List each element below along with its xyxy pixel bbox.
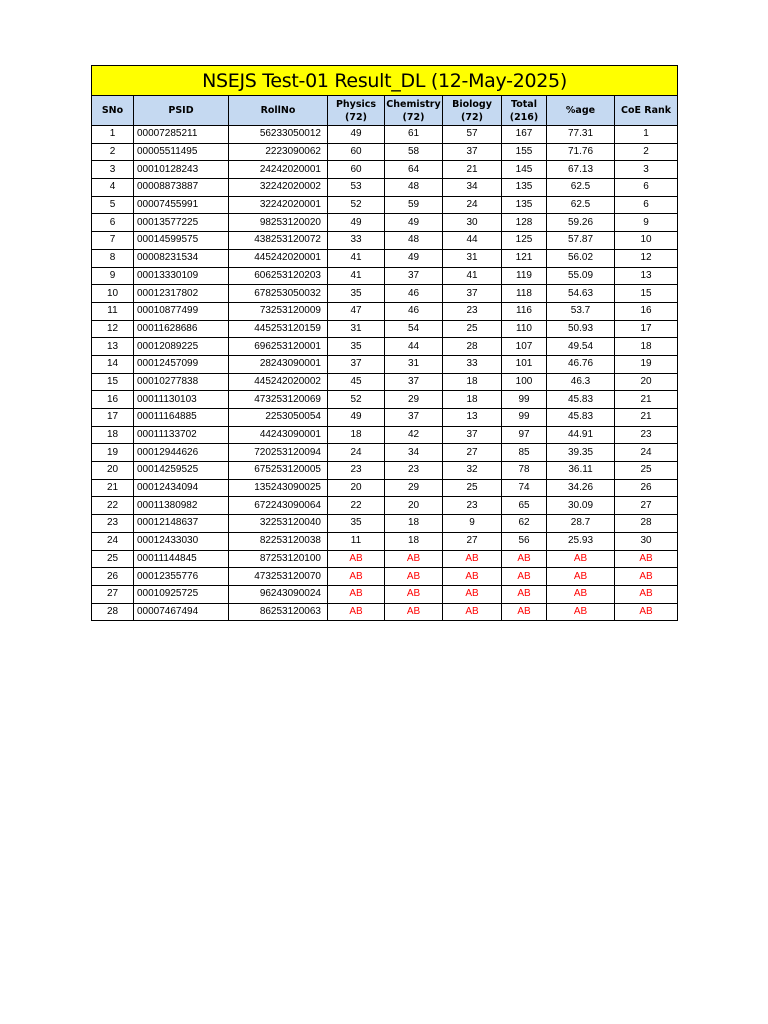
sno-cell: 10 (92, 285, 134, 303)
rollno-cell: 473253120070 (229, 568, 328, 586)
rollno-cell: 678253050032 (229, 285, 328, 303)
table-row (92, 179, 678, 197)
biology-cell: 41 (443, 267, 502, 285)
table-row (92, 267, 678, 285)
biology-cell: 18 (443, 391, 502, 409)
sno-cell: 8 (92, 249, 134, 267)
physics-cell: 45 (328, 373, 385, 391)
sno-cell: 2 (92, 143, 134, 161)
sno-cell: 5 (92, 196, 134, 214)
psid-cell: 00014259525 (134, 462, 229, 480)
physics-cell: 35 (328, 338, 385, 356)
biology-cell: 28 (443, 338, 502, 356)
total-cell: 62 (502, 515, 547, 533)
coe-rank-cell: 10 (615, 232, 678, 250)
biology-cell: 21 (443, 161, 502, 179)
sno-cell: 19 (92, 444, 134, 462)
total-cell: AB (502, 585, 547, 603)
table-row (92, 479, 678, 497)
total-cell: 125 (502, 232, 547, 250)
biology-cell: 57 (443, 126, 502, 144)
physics-cell: 53 (328, 179, 385, 197)
psid-cell: 00011130103 (134, 391, 229, 409)
chemistry-cell: 64 (385, 161, 443, 179)
percentage-cell: 62.5 (547, 196, 615, 214)
coe-rank-cell: 28 (615, 515, 678, 533)
coe-rank-cell: 16 (615, 302, 678, 320)
coe-rank-cell: 30 (615, 532, 678, 550)
total-cell: 116 (502, 302, 547, 320)
coe-rank-cell: 6 (615, 179, 678, 197)
total-cell: 135 (502, 196, 547, 214)
table-row (92, 603, 678, 621)
percentage-cell: 57.87 (547, 232, 615, 250)
percentage-cell: AB (547, 603, 615, 621)
chemistry-cell: 44 (385, 338, 443, 356)
sno-cell: 28 (92, 603, 134, 621)
table-row (92, 497, 678, 515)
coe-rank-cell: 21 (615, 409, 678, 427)
total-cell: 56 (502, 532, 547, 550)
rollno-cell: 675253120005 (229, 462, 328, 480)
physics-cell: 41 (328, 249, 385, 267)
biology-cell: 37 (443, 143, 502, 161)
coe-rank-cell: AB (615, 603, 678, 621)
psid-cell: 00008231534 (134, 249, 229, 267)
rollno-cell: 2253050054 (229, 409, 328, 427)
chemistry-cell: 29 (385, 391, 443, 409)
sno-cell: 6 (92, 214, 134, 232)
psid-cell: 00012317802 (134, 285, 229, 303)
table-row (92, 550, 678, 568)
biology-cell: 37 (443, 285, 502, 303)
total-cell: 119 (502, 267, 547, 285)
column-header-percentage: %age (547, 96, 615, 126)
physics-cell: 47 (328, 302, 385, 320)
sno-cell: 18 (92, 426, 134, 444)
rollno-cell: 86253120063 (229, 603, 328, 621)
percentage-cell: 71.76 (547, 143, 615, 161)
chemistry-cell: 49 (385, 249, 443, 267)
chemistry-cell: 23 (385, 462, 443, 480)
percentage-cell: 46.3 (547, 373, 615, 391)
rollno-cell: 445242020001 (229, 249, 328, 267)
sno-cell: 21 (92, 479, 134, 497)
rollno-cell: 73253120009 (229, 302, 328, 320)
rollno-cell: 28243090001 (229, 355, 328, 373)
total-cell: AB (502, 603, 547, 621)
chemistry-cell: 54 (385, 320, 443, 338)
biology-cell: 32 (443, 462, 502, 480)
rollno-cell: 445242020002 (229, 373, 328, 391)
total-cell: 97 (502, 426, 547, 444)
chemistry-cell: 37 (385, 267, 443, 285)
psid-cell: 00011164885 (134, 409, 229, 427)
rollno-cell: 82253120038 (229, 532, 328, 550)
sno-cell: 7 (92, 232, 134, 250)
psid-cell: 00007467494 (134, 603, 229, 621)
physics-cell: 22 (328, 497, 385, 515)
percentage-cell: 36.11 (547, 462, 615, 480)
sno-cell: 12 (92, 320, 134, 338)
percentage-cell: AB (547, 568, 615, 586)
total-cell: 100 (502, 373, 547, 391)
coe-rank-cell: AB (615, 550, 678, 568)
total-cell: 74 (502, 479, 547, 497)
physics-cell: 49 (328, 409, 385, 427)
coe-rank-cell: AB (615, 585, 678, 603)
table-row (92, 249, 678, 267)
psid-cell: 00013330109 (134, 267, 229, 285)
psid-cell: 00010277838 (134, 373, 229, 391)
total-cell: 78 (502, 462, 547, 480)
sno-cell: 3 (92, 161, 134, 179)
column-header-psid: PSID (134, 96, 229, 126)
psid-cell: 00011144845 (134, 550, 229, 568)
chemistry-cell: 42 (385, 426, 443, 444)
total-cell: 107 (502, 338, 547, 356)
physics-cell: 35 (328, 515, 385, 533)
chemistry-cell: 18 (385, 515, 443, 533)
percentage-cell: 28.7 (547, 515, 615, 533)
percentage-cell: 55.09 (547, 267, 615, 285)
coe-rank-cell: 2 (615, 143, 678, 161)
coe-rank-cell: 15 (615, 285, 678, 303)
column-header-biology: Biology (72) (443, 96, 502, 126)
physics-cell: 60 (328, 161, 385, 179)
physics-cell: 24 (328, 444, 385, 462)
psid-cell: 00012433030 (134, 532, 229, 550)
chemistry-cell: AB (385, 585, 443, 603)
chemistry-cell: 37 (385, 373, 443, 391)
percentage-cell: 54.63 (547, 285, 615, 303)
total-cell: 99 (502, 391, 547, 409)
psid-cell: 00014599575 (134, 232, 229, 250)
physics-cell: 33 (328, 232, 385, 250)
rollno-cell: 672243090064 (229, 497, 328, 515)
sno-cell: 27 (92, 585, 134, 603)
percentage-cell: 34.26 (547, 479, 615, 497)
psid-cell: 00011628686 (134, 320, 229, 338)
chemistry-cell: 34 (385, 444, 443, 462)
physics-cell: 49 (328, 214, 385, 232)
table-row (92, 391, 678, 409)
table-row (92, 161, 678, 179)
biology-cell: AB (443, 550, 502, 568)
rollno-cell: 606253120203 (229, 267, 328, 285)
table-row (92, 355, 678, 373)
biology-cell: 30 (443, 214, 502, 232)
sno-cell: 16 (92, 391, 134, 409)
chemistry-cell: 46 (385, 302, 443, 320)
percentage-cell: AB (547, 585, 615, 603)
biology-cell: 44 (443, 232, 502, 250)
biology-cell: 27 (443, 444, 502, 462)
table-row (92, 196, 678, 214)
column-header-chemistry: Chemistry (72) (385, 96, 443, 126)
total-cell: 135 (502, 179, 547, 197)
physics-cell: 37 (328, 355, 385, 373)
sno-cell: 22 (92, 497, 134, 515)
coe-rank-cell: 17 (615, 320, 678, 338)
coe-rank-cell: AB (615, 568, 678, 586)
sno-cell: 13 (92, 338, 134, 356)
table-row (92, 126, 678, 144)
physics-cell: AB (328, 550, 385, 568)
physics-cell: 60 (328, 143, 385, 161)
result-table-body (92, 126, 678, 621)
percentage-cell: 30.09 (547, 497, 615, 515)
table-row (92, 232, 678, 250)
percentage-cell: 46.76 (547, 355, 615, 373)
biology-cell: 25 (443, 479, 502, 497)
chemistry-cell: 48 (385, 179, 443, 197)
percentage-cell: 39.35 (547, 444, 615, 462)
rollno-cell: 720253120094 (229, 444, 328, 462)
table-row (92, 462, 678, 480)
biology-cell: 34 (443, 179, 502, 197)
table-row (92, 373, 678, 391)
chemistry-cell: 46 (385, 285, 443, 303)
percentage-cell: 77.31 (547, 126, 615, 144)
table-row (92, 214, 678, 232)
total-cell: 145 (502, 161, 547, 179)
total-cell: 128 (502, 214, 547, 232)
rollno-cell: 87253120100 (229, 550, 328, 568)
sno-cell: 23 (92, 515, 134, 533)
psid-cell: 00010877499 (134, 302, 229, 320)
page-title: NSEJS Test-01 Result_DL (12-May-2025) (92, 66, 678, 96)
psid-cell: 00013577225 (134, 214, 229, 232)
physics-cell: 52 (328, 196, 385, 214)
sno-cell: 17 (92, 409, 134, 427)
coe-rank-cell: 6 (615, 196, 678, 214)
psid-cell: 00012148637 (134, 515, 229, 533)
rollno-cell: 135243090025 (229, 479, 328, 497)
psid-cell: 00010128243 (134, 161, 229, 179)
physics-cell: 20 (328, 479, 385, 497)
percentage-cell: 45.83 (547, 391, 615, 409)
rollno-cell: 98253120020 (229, 214, 328, 232)
biology-cell: 23 (443, 302, 502, 320)
sno-cell: 1 (92, 126, 134, 144)
coe-rank-cell: 26 (615, 479, 678, 497)
biology-cell: 24 (443, 196, 502, 214)
chemistry-cell: 48 (385, 232, 443, 250)
column-header-total: Total (216) (502, 96, 547, 126)
coe-rank-cell: 13 (615, 267, 678, 285)
rollno-cell: 438253120072 (229, 232, 328, 250)
physics-cell: AB (328, 585, 385, 603)
sno-cell: 11 (92, 302, 134, 320)
percentage-cell: 56.02 (547, 249, 615, 267)
percentage-cell: 45.83 (547, 409, 615, 427)
chemistry-cell: 18 (385, 532, 443, 550)
coe-rank-cell: 9 (615, 214, 678, 232)
sno-cell: 4 (92, 179, 134, 197)
result-sheet (91, 65, 677, 621)
sno-cell: 15 (92, 373, 134, 391)
rollno-cell: 96243090024 (229, 585, 328, 603)
coe-rank-cell: 20 (615, 373, 678, 391)
percentage-cell: AB (547, 550, 615, 568)
psid-cell: 00012457099 (134, 355, 229, 373)
sno-cell: 9 (92, 267, 134, 285)
physics-cell: AB (328, 568, 385, 586)
rollno-cell: 32242020002 (229, 179, 328, 197)
total-cell: 121 (502, 249, 547, 267)
biology-cell: 13 (443, 409, 502, 427)
psid-cell: 00010925725 (134, 585, 229, 603)
physics-cell: AB (328, 603, 385, 621)
coe-rank-cell: 3 (615, 161, 678, 179)
sno-cell: 20 (92, 462, 134, 480)
rollno-cell: 32242020001 (229, 196, 328, 214)
table-row (92, 444, 678, 462)
total-cell: 65 (502, 497, 547, 515)
sno-cell: 14 (92, 355, 134, 373)
sno-cell: 26 (92, 568, 134, 586)
chemistry-cell: 37 (385, 409, 443, 427)
table-row (92, 568, 678, 586)
biology-cell: 33 (443, 355, 502, 373)
total-cell: AB (502, 550, 547, 568)
rollno-cell: 32253120040 (229, 515, 328, 533)
physics-cell: 18 (328, 426, 385, 444)
column-header-coe-rank: CoE Rank (615, 96, 678, 126)
total-cell: 167 (502, 126, 547, 144)
coe-rank-cell: 21 (615, 391, 678, 409)
table-row (92, 585, 678, 603)
biology-cell: 18 (443, 373, 502, 391)
table-row (92, 515, 678, 533)
psid-cell: 00012089225 (134, 338, 229, 356)
total-cell: 85 (502, 444, 547, 462)
physics-cell: 35 (328, 285, 385, 303)
table-row (92, 426, 678, 444)
chemistry-cell: 20 (385, 497, 443, 515)
psid-cell: 00007455991 (134, 196, 229, 214)
table-row (92, 302, 678, 320)
sno-cell: 24 (92, 532, 134, 550)
percentage-cell: 53.7 (547, 302, 615, 320)
sno-cell: 25 (92, 550, 134, 568)
biology-cell: 31 (443, 249, 502, 267)
biology-cell: AB (443, 568, 502, 586)
psid-cell: 00011133702 (134, 426, 229, 444)
psid-cell: 00012434094 (134, 479, 229, 497)
percentage-cell: 67.13 (547, 161, 615, 179)
physics-cell: 52 (328, 391, 385, 409)
percentage-cell: 62.5 (547, 179, 615, 197)
percentage-cell: 50.93 (547, 320, 615, 338)
column-header-sno: SNo (92, 96, 134, 126)
percentage-cell: 44.91 (547, 426, 615, 444)
rollno-cell: 445253120159 (229, 320, 328, 338)
rollno-cell: 56233050012 (229, 126, 328, 144)
table-row (92, 320, 678, 338)
table-row (92, 285, 678, 303)
biology-cell: 23 (443, 497, 502, 515)
coe-rank-cell: 19 (615, 355, 678, 373)
psid-cell: 00011380982 (134, 497, 229, 515)
table-row (92, 409, 678, 427)
psid-cell: 00012944626 (134, 444, 229, 462)
total-cell: AB (502, 568, 547, 586)
header-row (92, 96, 678, 126)
chemistry-cell: 58 (385, 143, 443, 161)
psid-cell: 00005511495 (134, 143, 229, 161)
physics-cell: 41 (328, 267, 385, 285)
coe-rank-cell: 27 (615, 497, 678, 515)
chemistry-cell: 31 (385, 355, 443, 373)
total-cell: 155 (502, 143, 547, 161)
chemistry-cell: AB (385, 568, 443, 586)
physics-cell: 11 (328, 532, 385, 550)
coe-rank-cell: 25 (615, 462, 678, 480)
coe-rank-cell: 24 (615, 444, 678, 462)
chemistry-cell: AB (385, 603, 443, 621)
psid-cell: 00008873887 (134, 179, 229, 197)
percentage-cell: 49.54 (547, 338, 615, 356)
rollno-cell: 696253120001 (229, 338, 328, 356)
table-row (92, 338, 678, 356)
rollno-cell: 473253120069 (229, 391, 328, 409)
result-table (91, 65, 678, 621)
physics-cell: 31 (328, 320, 385, 338)
biology-cell: 25 (443, 320, 502, 338)
column-header-physics: Physics (72) (328, 96, 385, 126)
percentage-cell: 25.93 (547, 532, 615, 550)
chemistry-cell: AB (385, 550, 443, 568)
psid-cell: 00012355776 (134, 568, 229, 586)
psid-cell: 00007285211 (134, 126, 229, 144)
coe-rank-cell: 1 (615, 126, 678, 144)
biology-cell: AB (443, 585, 502, 603)
total-cell: 110 (502, 320, 547, 338)
table-row (92, 532, 678, 550)
rollno-cell: 2223090062 (229, 143, 328, 161)
chemistry-cell: 29 (385, 479, 443, 497)
coe-rank-cell: 18 (615, 338, 678, 356)
rollno-cell: 44243090001 (229, 426, 328, 444)
coe-rank-cell: 12 (615, 249, 678, 267)
column-header-rollno: RollNo (229, 96, 328, 126)
physics-cell: 49 (328, 126, 385, 144)
chemistry-cell: 59 (385, 196, 443, 214)
rollno-cell: 24242020001 (229, 161, 328, 179)
total-cell: 99 (502, 409, 547, 427)
physics-cell: 23 (328, 462, 385, 480)
chemistry-cell: 49 (385, 214, 443, 232)
chemistry-cell: 61 (385, 126, 443, 144)
biology-cell: 27 (443, 532, 502, 550)
biology-cell: 9 (443, 515, 502, 533)
coe-rank-cell: 23 (615, 426, 678, 444)
biology-cell: 37 (443, 426, 502, 444)
total-cell: 101 (502, 355, 547, 373)
percentage-cell: 59.26 (547, 214, 615, 232)
table-row (92, 143, 678, 161)
total-cell: 118 (502, 285, 547, 303)
biology-cell: AB (443, 603, 502, 621)
